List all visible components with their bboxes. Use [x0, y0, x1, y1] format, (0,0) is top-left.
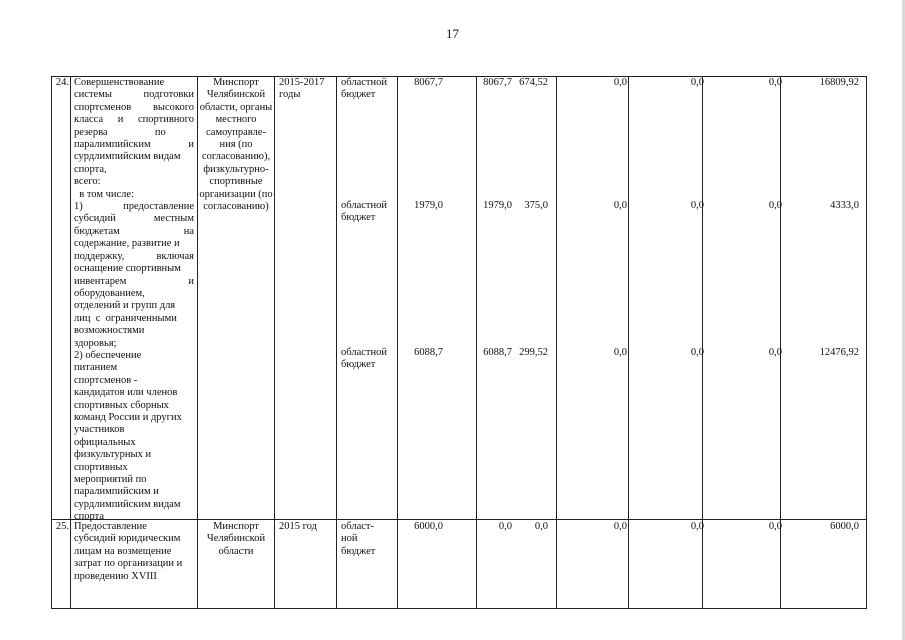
text-line: Минспорт: [213, 77, 259, 88]
text-line: 2) обеспечение: [74, 349, 142, 361]
funding-value: 1979,0: [483, 200, 512, 211]
funding-value: 12476,92: [819, 347, 859, 358]
word: спортсменов: [74, 101, 132, 113]
text-line: команд России и других: [74, 411, 182, 423]
text-line: местного: [215, 114, 257, 126]
text-line: област-: [341, 521, 374, 532]
row-number: 25.: [55, 521, 69, 532]
col-border: [476, 76, 477, 609]
text-line: мероприятий по: [74, 474, 147, 485]
text-line: возможностями: [74, 325, 145, 337]
funding-value: 0,0: [613, 347, 627, 358]
text-line: ния (по: [219, 139, 253, 151]
funding-source: [341, 77, 396, 102]
text-line: спорта,: [74, 163, 107, 175]
word: и: [117, 114, 124, 126]
text-line: [74, 226, 194, 238]
text-line: бюджет: [341, 212, 376, 224]
word: на: [183, 225, 194, 237]
funding-value: 6000,0: [830, 521, 859, 532]
text-line: [74, 114, 194, 126]
col-border: [628, 76, 629, 609]
text-line: [74, 102, 194, 114]
text-line: физкультурных и: [74, 449, 152, 461]
word: системы: [74, 89, 112, 101]
page-number: 17: [446, 26, 459, 41]
text-line: лиц с ограниченными: [74, 312, 177, 324]
text-line: областной: [341, 347, 387, 358]
text-line: бюджет: [341, 89, 376, 101]
row-executor: [199, 77, 273, 213]
text-line: Челябинской: [206, 533, 266, 545]
text-line: сурдлимпийским видам: [74, 151, 181, 163]
funding-value: 6000,0: [414, 521, 443, 532]
text-line: спортсменов -: [74, 374, 138, 386]
col-border: [274, 76, 275, 609]
funding-value: 0,0: [613, 77, 627, 88]
funding-value: 0,0: [768, 200, 782, 211]
funding-value: 0,0: [768, 77, 782, 88]
text-line: спортивных: [74, 461, 128, 473]
word: местным: [153, 213, 194, 225]
funding-value: 6088,7: [414, 347, 443, 358]
word: предоставление: [123, 201, 194, 213]
word: включая: [156, 250, 194, 262]
word: поддержку,: [74, 250, 125, 262]
text-line: 2015 год: [279, 521, 317, 532]
text-line: бюджет: [341, 545, 376, 557]
funding-value: 8067,7: [483, 77, 512, 88]
word: 1): [74, 201, 83, 213]
text-line: оборудованием,: [74, 287, 145, 299]
funding-value: 0,0: [690, 521, 704, 532]
word: и: [188, 275, 194, 287]
text-line: кандидатов или членов: [74, 387, 178, 399]
funding-value: 299,52: [519, 347, 548, 358]
text-line: области, органы: [199, 101, 273, 113]
word: подготовки: [143, 89, 194, 101]
text-line: Предоставление: [74, 521, 147, 532]
text-line: бюджет: [341, 359, 376, 371]
text-line: проведению XVIII: [74, 570, 157, 582]
text-line: областной: [341, 200, 387, 211]
funding-value: 4333,0: [830, 200, 859, 211]
text-line: паралимпийским и: [74, 486, 159, 498]
col-border: [866, 76, 867, 609]
funding-value: 16809,92: [819, 77, 859, 88]
text-line: спортивных сборных: [74, 399, 169, 411]
text-line: спорта: [74, 511, 105, 523]
text-line: области: [218, 545, 254, 557]
funding-value: 8067,7: [414, 77, 443, 88]
funding-value: 0,0: [613, 200, 627, 211]
text-line: затрат по организации и: [74, 558, 183, 570]
word: паралимпийским: [74, 139, 151, 151]
text-line: спортивные: [209, 176, 263, 188]
text-line: Минспорт: [213, 521, 259, 532]
col-border: [197, 76, 198, 609]
text-line: оснащение спортивным: [74, 263, 181, 275]
row-description: [74, 521, 194, 583]
text-line: участников: [74, 424, 125, 436]
col-border: [70, 76, 71, 609]
funding-source: [341, 521, 396, 558]
col-border: [336, 76, 337, 609]
word: инвентарем: [74, 275, 127, 287]
funding-value: 0,0: [690, 200, 704, 211]
funding-value: 0,0: [768, 347, 782, 358]
text-line: [74, 276, 194, 288]
text-line: сурдлимпийским видам: [74, 498, 181, 510]
text-line: Челябинской: [206, 89, 266, 101]
text-line: лицам на возмещение: [74, 545, 172, 557]
text-line: [74, 213, 194, 225]
funding-value: 0,0: [690, 77, 704, 88]
text-line: физкультурно-: [203, 163, 269, 175]
text-line: самоуправле-: [206, 126, 266, 138]
text-line: согласованию): [203, 201, 269, 213]
table-bottom-border: [51, 608, 867, 609]
funding-value: 0,0: [613, 521, 627, 532]
word: и: [188, 139, 194, 151]
text-line: [74, 89, 194, 101]
row-period: [279, 521, 335, 533]
funding-value: 0,0: [534, 521, 548, 532]
funding-value: 674,52: [519, 77, 548, 88]
funding-source: [341, 347, 396, 372]
text-line: [74, 251, 194, 263]
text-line: ной: [341, 533, 358, 545]
text-line: официальных: [74, 436, 136, 448]
word: высокого: [152, 101, 194, 113]
text-line: Совершенствование: [74, 77, 165, 88]
text-line: областной: [341, 77, 387, 88]
word: бюджетам: [74, 225, 120, 237]
text-line: организации (по: [199, 188, 273, 200]
funding-value: 0,0: [498, 521, 512, 532]
row-number: 24.: [55, 77, 69, 88]
text-line: 2015-2017: [279, 77, 325, 88]
text-line: в том числе:: [74, 188, 134, 200]
text-line: [74, 201, 194, 213]
funding-value: 375,0: [524, 200, 548, 211]
funding-source: [341, 200, 396, 225]
row-period: [279, 77, 335, 102]
text-line: субсидий юридическим: [74, 533, 181, 545]
text-line: содержание, развитие и: [74, 238, 180, 250]
text-line: питанием: [74, 362, 118, 374]
text-line: годы: [279, 89, 301, 101]
col-border: [556, 76, 557, 609]
text-line: резерва по: [74, 126, 166, 138]
funding-value: 0,0: [768, 521, 782, 532]
funding-value: 6088,7: [483, 347, 512, 358]
text-line: всего:: [74, 176, 101, 188]
word: спортивного: [138, 114, 194, 126]
col-border: [397, 76, 398, 609]
funding-value: 1979,0: [414, 200, 443, 211]
word: класса: [74, 114, 104, 126]
text-line: здоровья;: [74, 337, 117, 349]
funding-value: 0,0: [690, 347, 704, 358]
text-line: отделений и групп для: [74, 300, 176, 312]
budget-table: [51, 76, 867, 609]
text-line: согласованию),: [201, 151, 271, 163]
row-description: [74, 77, 194, 524]
word: субсидий: [74, 213, 116, 225]
text-line: [74, 139, 194, 151]
row-executor: [199, 521, 273, 558]
